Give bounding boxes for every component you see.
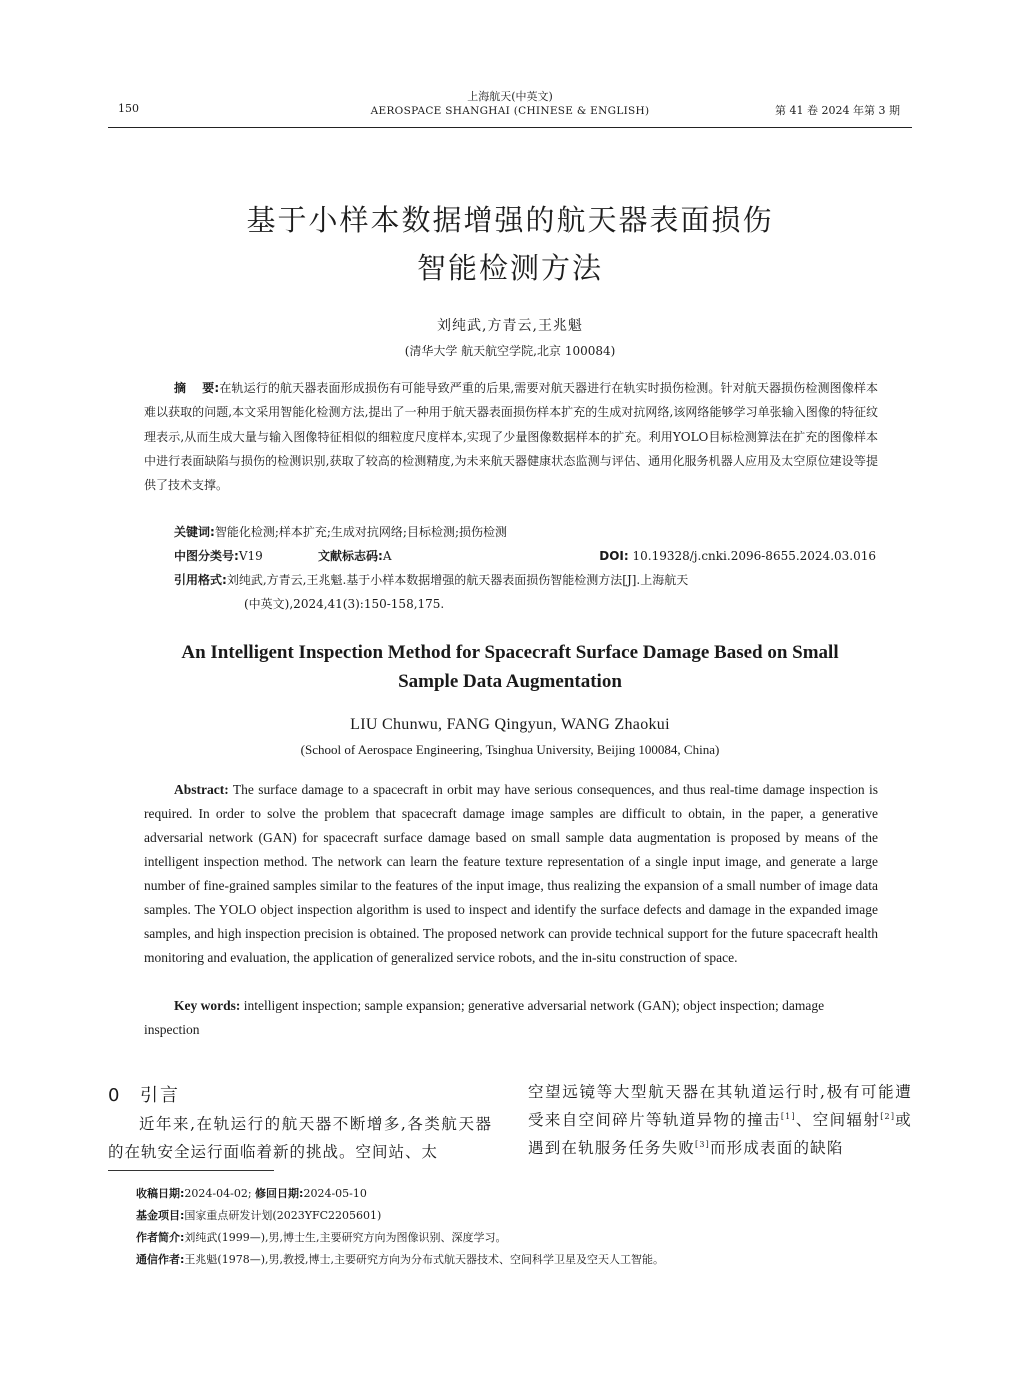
section-number: 0 <box>108 1085 122 1106</box>
section-title: 引言 <box>140 1085 180 1106</box>
page-number: 150 <box>118 102 139 115</box>
keywords-cn-text: 智能化检测;样本扩充;生成对抗网络;目标检测;损伤检测 <box>214 525 507 539</box>
title-en-line2: Sample Data Augmentation <box>398 671 622 692</box>
abstract-cn <box>144 376 878 497</box>
issue-info: 第 41 卷 2024 年第 3 期 <box>775 104 900 117</box>
title-en-line1: An Intelligent Inspection Method for Spacecraft Surface Damage Based on Small <box>181 642 839 663</box>
footnotes <box>136 1183 896 1271</box>
authors-cn: 刘纯武,方青云,王兆魁 <box>437 318 583 334</box>
page-header <box>108 88 912 128</box>
affiliation-en: (School of Aerospace Engineering, Tsinghua University, Beijing 100084, China) <box>300 742 720 757</box>
clc-value: V19 <box>238 549 263 563</box>
footnote-author: 作者简介:刘纯武(1999—),男,博士生,主要研究方向为图像识别、深度学习。 <box>136 1231 507 1244</box>
intro-paragraph-right: 空望远镜等大型航天器在其轨道运行时,极有可能遭受来自空间碎片等轨道异物的撞击[1]、空间辐射[2]或遇到在轨服务任务失败[3]而形成表面的缺陷 <box>528 1083 912 1157</box>
classification-line <box>174 544 878 568</box>
body-column-right <box>528 1078 912 1162</box>
keywords-cn <box>174 520 878 544</box>
document-code: 文献标志码:A <box>318 549 392 563</box>
reference-2[interactable]: [2] <box>880 1112 896 1121</box>
citation-format <box>174 568 878 616</box>
footnote-fund: 基金项目:国家重点研发计划(2023YFC2205601) <box>136 1209 382 1222</box>
keywords-cn-label: 关键词: <box>174 525 215 539</box>
paper-title-cn <box>0 196 1020 292</box>
abstract-en <box>144 778 878 970</box>
footnote-dates: 收稿日期:2024-04-02; 修回日期:2024-05-10 <box>136 1187 367 1200</box>
reference-1[interactable]: [1] <box>780 1112 796 1121</box>
footnote-divider <box>108 1170 274 1171</box>
title-cn-line1: 基于小样本数据增强的航天器表面损伤 <box>246 203 774 237</box>
abstract-cn-text: 在轨运行的航天器表面形成损伤有可能导致严重的后果,需要对航天器进行在轨实时损伤检测。针对航天器损伤检测图像样本难以获取的问题,本文采用智能化检测方法,提出了一种用于航天器表面损伤样本扩充的生成对抗网络,该网络能够学习单张输入图像的特征纹理表示,从而生成大量与输入图像特征相似的细粒度尺度样本,实现了少量图像数据样本的扩充。利用YOLO目标检测算法在扩充的图像样本中进行表面缺陷与损伤的检测识别,获取了较高的检测精度,为未来航天器健康状态监测与评估、通用化服务机器人应用及太空原位建设等提供了技术支撑。 <box>144 381 878 493</box>
footnote-corresponding: 通信作者:王兆魁(1978—),男,教授,博士,主要研究方向为分布式航天器技术、空间科学卫星及空天人工智能。 <box>136 1253 664 1266</box>
abstract-cn-label: 摘 要: <box>174 381 220 395</box>
journal-name-en: AEROSPACE SHANGHAI (CHINESE & ENGLISH) <box>370 105 650 117</box>
section-heading <box>108 1082 492 1110</box>
citation-label: 引用格式: <box>174 573 227 587</box>
citation-text-1: 刘纯武,方青云,王兆魁.基于小样本数据增强的航天器表面损伤智能检测方法[J].上海航天 <box>226 573 689 587</box>
citation-text-2: (中英文),2024,41(3):150-158,175. <box>244 597 445 611</box>
abstract-en-label: Abstract: <box>174 782 229 797</box>
title-cn-line2: 智能检测方法 <box>416 251 603 285</box>
keywords-en-label: Key words: <box>174 998 241 1013</box>
clc-label: 中图分类号: <box>174 549 239 563</box>
body-column-left <box>108 1082 492 1166</box>
abstract-en-text: The surface damage to a spacecraft in orbit may have serious consequences, and thus real-time damage inspection is required. In order to solve the problem that spacecraft damage image samples are difficult to obtain, in the paper, a generative adversarial network (GAN) for spacecraft surface damage based on small sample data augmentation is proposed by means of the intelligent inspection method. The network can learn the feature texture representation of a single input image, and generate a large number of fine-grained samples similar to the features of the input image, thus realizing the expansion of a small number of image data samples. The YOLO object inspection algorithm is used to inspect and identify the surface defects and damage in the expanded image samples, and high inspection precision is obtained. The proposed network can provide technical support for the future spacecraft health monitoring and evaluation, the application of generalized service robots, and the in-situ construction of space. <box>144 782 878 965</box>
reference-3[interactable]: [3] <box>695 1140 710 1149</box>
keywords-en <box>144 994 878 1042</box>
paper-title-en <box>0 638 1020 696</box>
doi: DOI: 10.19328/j.cnki.2096-8655.2024.03.016 <box>599 549 876 563</box>
keywords-en-text: intelligent inspection; sample expansion; generative adversarial network (GAN); object inspection; damage inspection <box>144 998 825 1037</box>
journal-name-cn: 上海航天(中英文) <box>467 90 553 103</box>
affiliation-cn: (清华大学 航天航空学院,北京 100084) <box>404 344 616 358</box>
intro-paragraph-left: 近年来,在轨运行的航天器不断增多,各类航天器的在轨安全运行面临着新的挑战。空间站、太 <box>108 1115 492 1161</box>
authors-en: LIU Chunwu, FANG Qingyun, WANG Zhaokui <box>350 716 670 733</box>
